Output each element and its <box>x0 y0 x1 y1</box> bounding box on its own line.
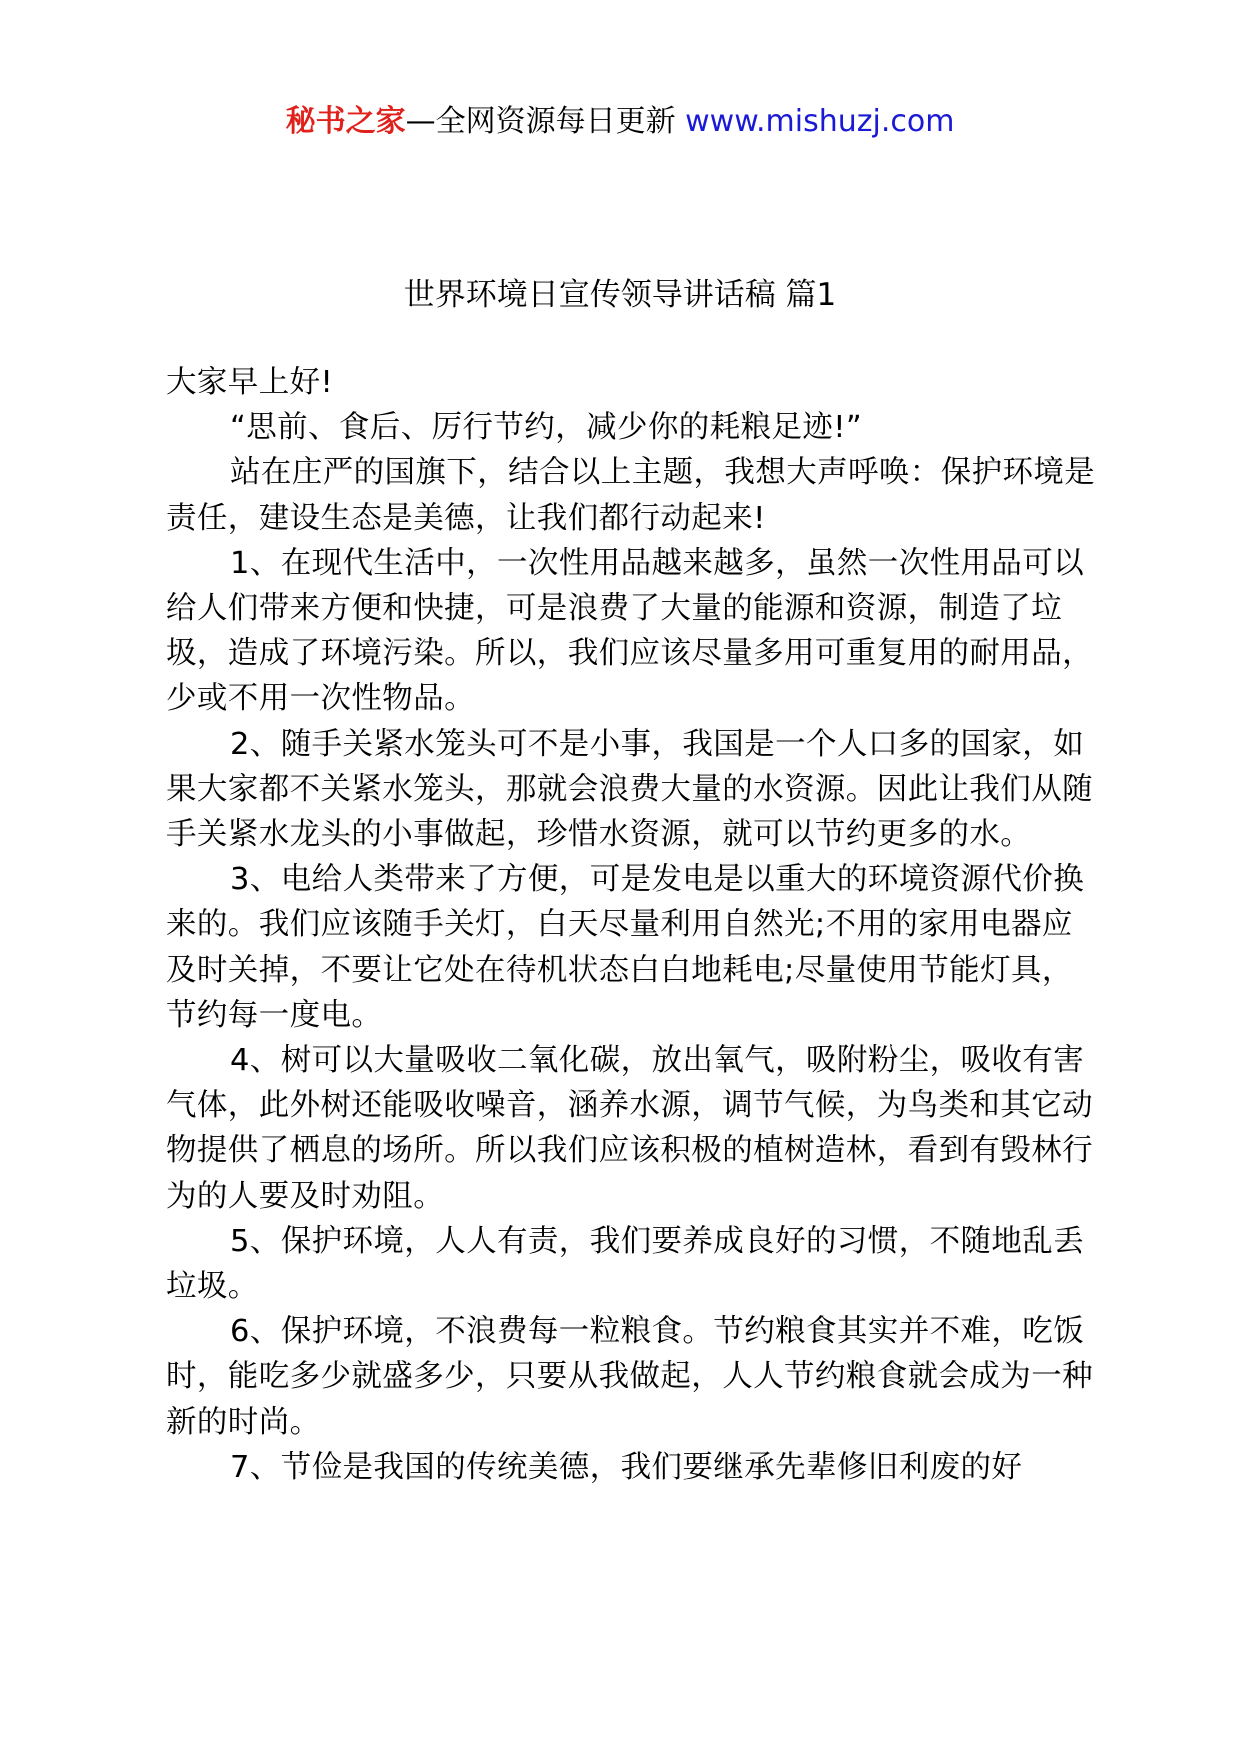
point-5-paragraph: 5、保护环境，人人有责，我们要养成良好的习惯，不随地乱丢垃圾。 <box>166 1223 1085 1305</box>
point-3-paragraph: 3、电给人类带来了方便，可是发电是以重大的环境资源代价换来的。我们应该随手关灯，白天尽量利用自然光;不用的家用电器应及时关掉，不要让它处在待机状态白白地耗电;尽量使用节能灯具，节约每一度电。 <box>166 862 1085 1033</box>
document-body <box>166 360 1098 1490</box>
intro-paragraph: 站在庄严的国旗下，结合以上主题，我想大声呼唤：保护环境是责任，建设生态是美德，让我们都行动起来! <box>166 455 1096 536</box>
site-url-link[interactable]: www.mishuzj.com <box>685 104 955 139</box>
site-brand: 秘书之家 <box>285 104 406 139</box>
point-4-paragraph: 4、树可以大量吸收二氧化碳，放出氧气，吸附粉尘，吸收有害气体，此外树还能吸收噪音，涵养水源，调节气候，为鸟类和其它动物提供了栖息的场所。所以我们应该积极的植树造林，看到有毁林行为的人要及时劝阻。 <box>166 1043 1093 1214</box>
point-6-paragraph: 6、保护环境，不浪费每一粒粮食。节约粮食其实并不难，吃饭时，能吃多少就盛多少，只要从我做起，人人节约粮食就会成为一种新的时尚。 <box>166 1314 1093 1440</box>
theme-quote-paragraph: “思前、食后、厉行节约，减少你的耗粮足迹!” <box>230 410 863 446</box>
site-header <box>0 100 1240 144</box>
site-tagline: —全网资源每日更新 <box>405 104 686 139</box>
point-7-paragraph: 7、节俭是我国的传统美德，我们要继承先辈修旧利废的好 <box>230 1449 1023 1485</box>
point-1-paragraph: 1、在现代生活中，一次性用品越来越多，虽然一次性用品可以给人们带来方便和快捷，可是浪费了大量的能源和资源，制造了垃圾，造成了环境污染。所以，我们应该尽量多用可重复用的耐用品，少或不用一次性物品。 <box>166 545 1093 717</box>
greeting-paragraph: 大家早上好! <box>166 365 334 400</box>
document-title: 世界环境日宣传领导讲话稿 篇1 <box>403 277 837 313</box>
point-2-paragraph: 2、随手关紧水笼头可不是小事，我国是一个人口多的国家，如果大家都不关紧水笼头，那就会浪费大量的水资源。因此让我们从随手关紧水龙头的小事做起，珍惜水资源，就可以节约更多的水。 <box>166 726 1093 853</box>
